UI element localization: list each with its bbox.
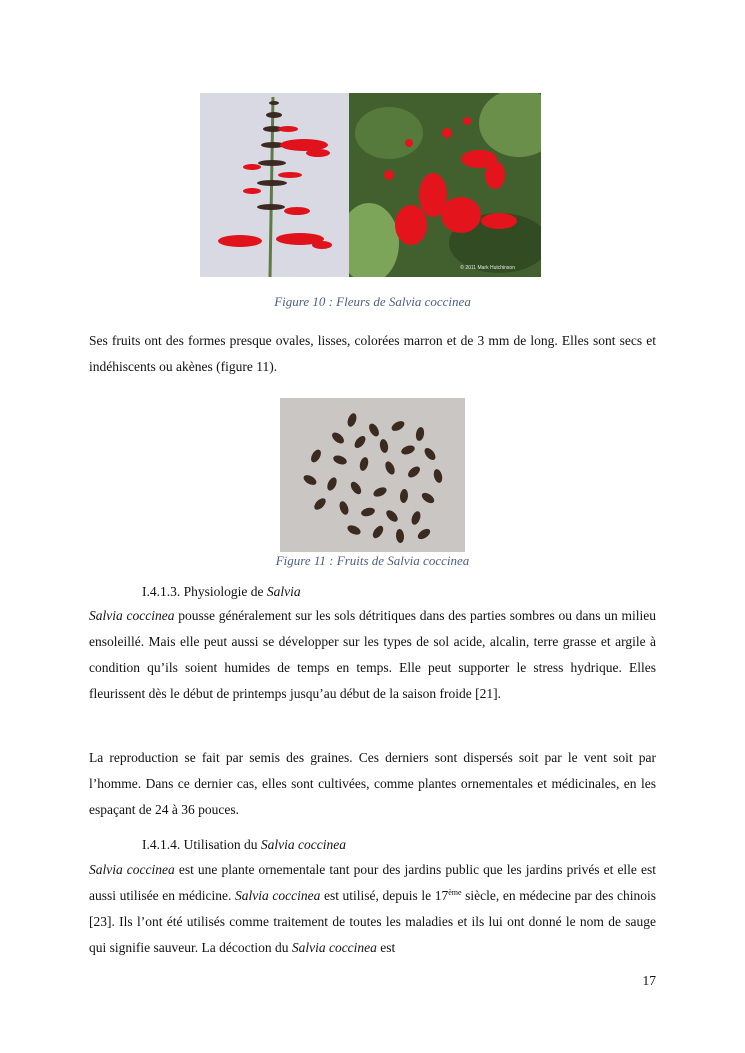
heading-italic: Salvia xyxy=(266,584,301,599)
species-name: Salvia coccinea xyxy=(89,862,175,877)
superscript: ème xyxy=(448,888,462,897)
photo-credit: © 2011 Mark Hutchinson xyxy=(460,265,515,271)
section-heading-physiology xyxy=(142,583,301,601)
heading-number: I.4.1.4. Utilisation du xyxy=(142,837,261,852)
flower-spike-photo xyxy=(200,93,349,277)
figure-10-images xyxy=(200,93,541,277)
paragraph-text: pousse généralement sur les sols détritiques dans des parties sombres ou dans un milieu ensoleillé. Mais elle peut aussi se développer sur les types de sol acide, alcalin, terre grasse et argile à condition qu’ils soient humides de temps en temps. Elle peut supporter le stress hydrique. Elles fleurissent dès le début de printemps jusqu’au début de la saison froide [21]. xyxy=(89,608,656,701)
species-name: Salvia coccinea xyxy=(291,940,377,955)
flower-cluster-photo xyxy=(349,93,541,277)
heading-number: I.4.1.3. Physiologie de xyxy=(142,584,267,599)
figure-11-image xyxy=(280,398,465,552)
paragraph-text: est une plante ornementale tant pour des jardins public que les jardins privés et elle est aussi utilisée en médicine. xyxy=(89,862,656,903)
paragraph-reproduction: La reproduction se fait par semis des graines. Ces derniers sont dispersés soit par le vent soit par l’homme. Dans ce dernier cas, elles sont cultivées, comme plantes ornementales et médicinales, en les espaçant de 24 à 36 pouces. xyxy=(89,750,656,817)
figure-10-caption: Figure 10 : Fleurs de Salvia coccinea xyxy=(274,294,471,309)
species-name: Salvia coccinea xyxy=(89,608,175,623)
paragraph-utilisation xyxy=(89,857,656,961)
paragraph-text: siècle, en médecine par des chinois [23]. Ils l’ont été utilisés comme traitement de toutes les maladies et ils lui ont donné le nom de sauge qui signifie sauveur. La décoction du xyxy=(89,888,656,955)
paragraph-text: est xyxy=(376,940,396,955)
paragraph-fruits: Ses fruits ont des formes presque ovales, lisses, colorées marron et de 3 mm de long. Elles sont secs et indéhiscents ou akènes (figure 11). xyxy=(89,333,656,374)
figure-11-caption: Figure 11 : Fruits de Salvia coccinea xyxy=(275,553,470,568)
paragraph-physiology xyxy=(89,603,656,707)
page-number: 17 xyxy=(642,973,656,988)
section-heading-utilisation xyxy=(142,836,346,854)
heading-italic: Salvia coccinea xyxy=(260,837,346,852)
paragraph-text: est utilisé, depuis le 17 xyxy=(320,888,449,903)
species-name: Salvia coccinea xyxy=(235,888,321,903)
